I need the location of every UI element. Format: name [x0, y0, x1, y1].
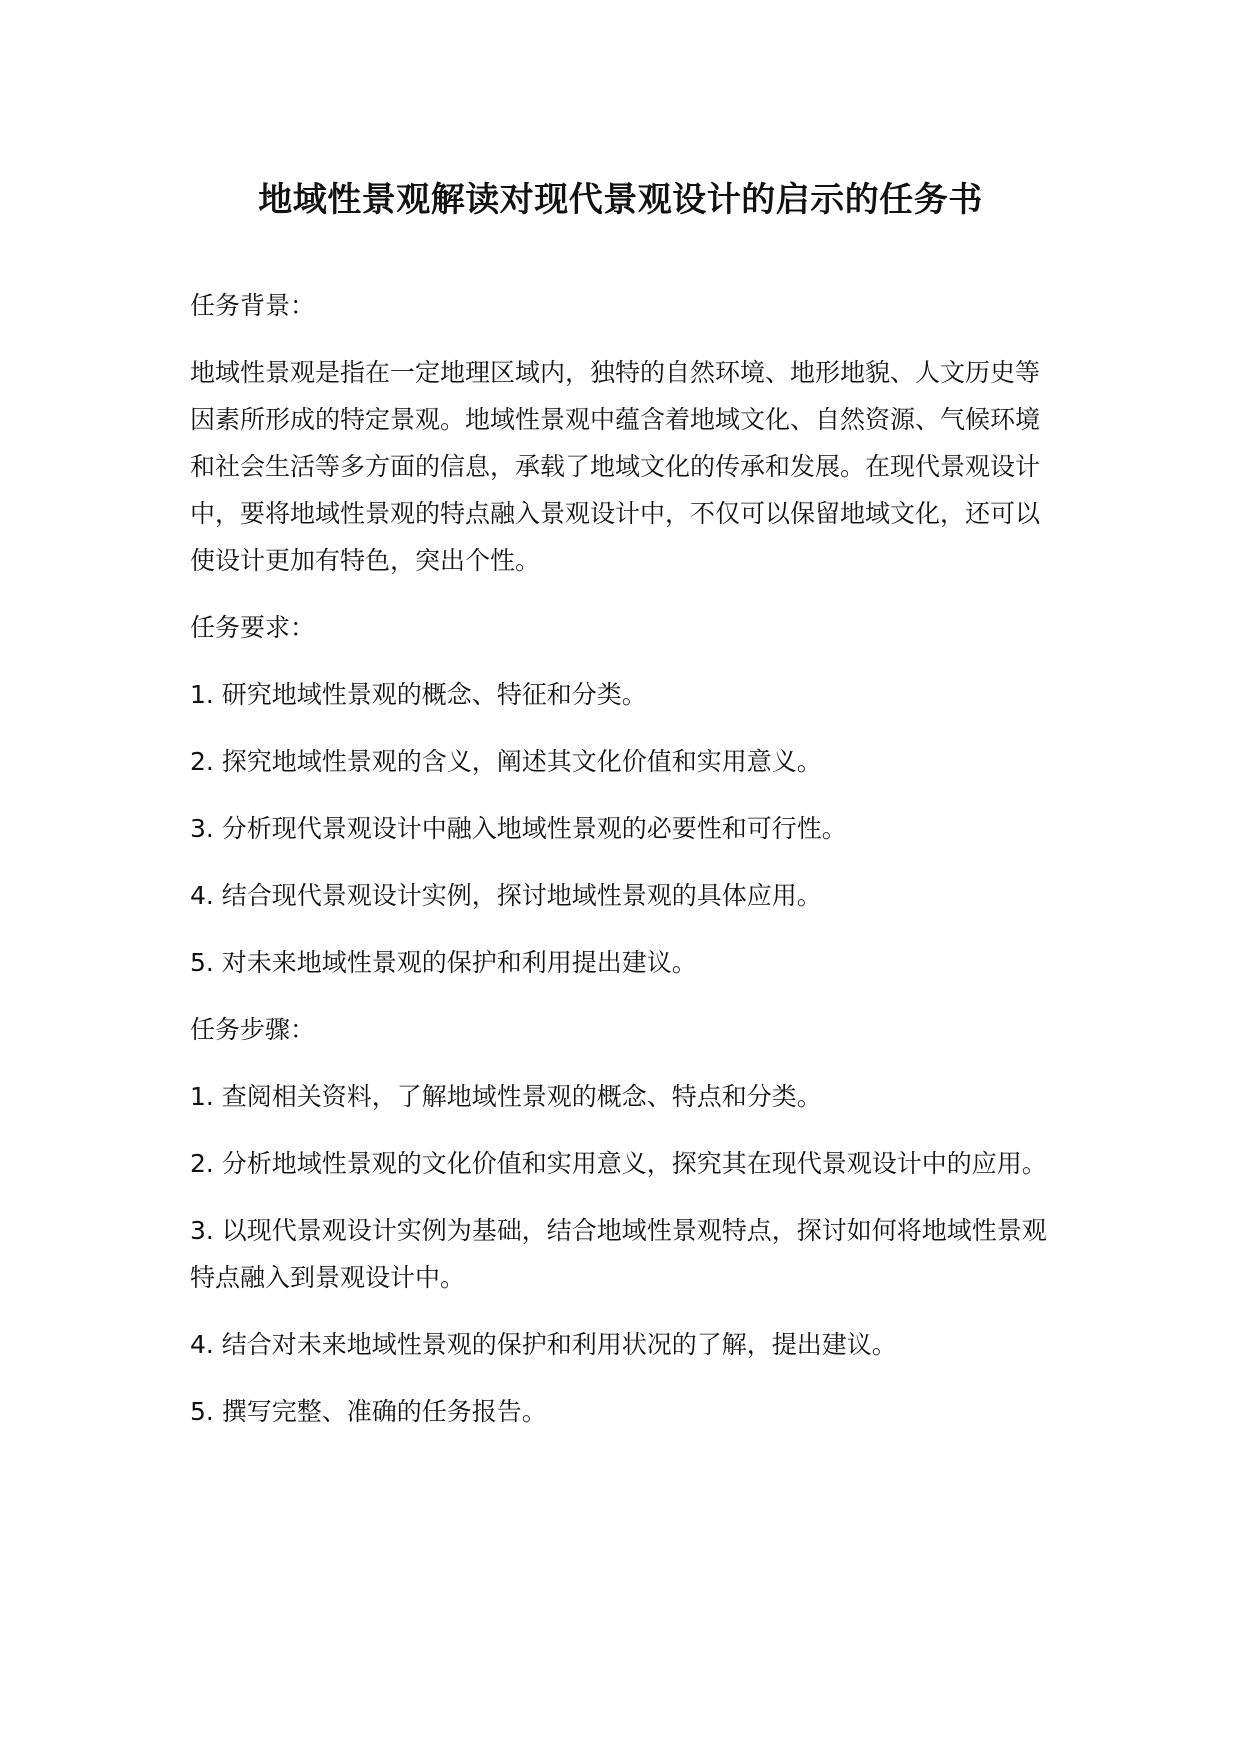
background-paragraph: 地域性景观是指在一定地理区域内，独特的自然环境、地形地貌、人文历史等因素所形成的特定景观。地域性景观中蕴含着地域文化、自然资源、气候环境和社会生活等多方面的信息，承载了地域文化的传承和发展。在现代景观设计中，要将地域性景观的特点融入景观设计中，不仅可以保留地域文化，还可以使设计更加有特色，突出个性。: [190, 358, 1041, 575]
requirement-item: 2. 探究地域性景观的含义，阐述其文化价值和实用意义。: [190, 747, 822, 776]
requirement-item: 5. 对未来地域性景观的保护和利用提出建议。: [190, 948, 697, 977]
document-title: 地域性景观解读对现代景观设计的启示的任务书: [258, 180, 983, 220]
step-item: 4. 结合对未来地域性景观的保护和利用状况的了解，提出建议。: [190, 1330, 897, 1359]
requirement-item: 3. 分析现代景观设计中融入地域性景观的必要性和可行性。: [190, 814, 847, 843]
step-item: 1. 查阅相关资料，了解地域性景观的概念、特点和分类。: [190, 1082, 822, 1111]
step-item: 2. 分析地域性景观的文化价值和实用意义，探究其在现代景观设计中的应用。: [190, 1149, 1047, 1178]
requirements-heading: 任务要求：: [190, 613, 316, 642]
requirement-item: 1. 研究地域性景观的概念、特征和分类。: [190, 680, 647, 709]
steps-heading: 任务步骤：: [190, 1015, 316, 1044]
step-item: 5. 撰写完整、准确的任务报告。: [190, 1397, 547, 1426]
background-heading: 任务背景：: [190, 291, 316, 320]
requirement-item: 4. 结合现代景观设计实例，探讨地域性景观的具体应用。: [190, 881, 822, 910]
step-item: 3. 以现代景观设计实例为基础，结合地域性景观特点，探讨如何将地域性景观特点融入到景观设计中。: [190, 1216, 1047, 1292]
